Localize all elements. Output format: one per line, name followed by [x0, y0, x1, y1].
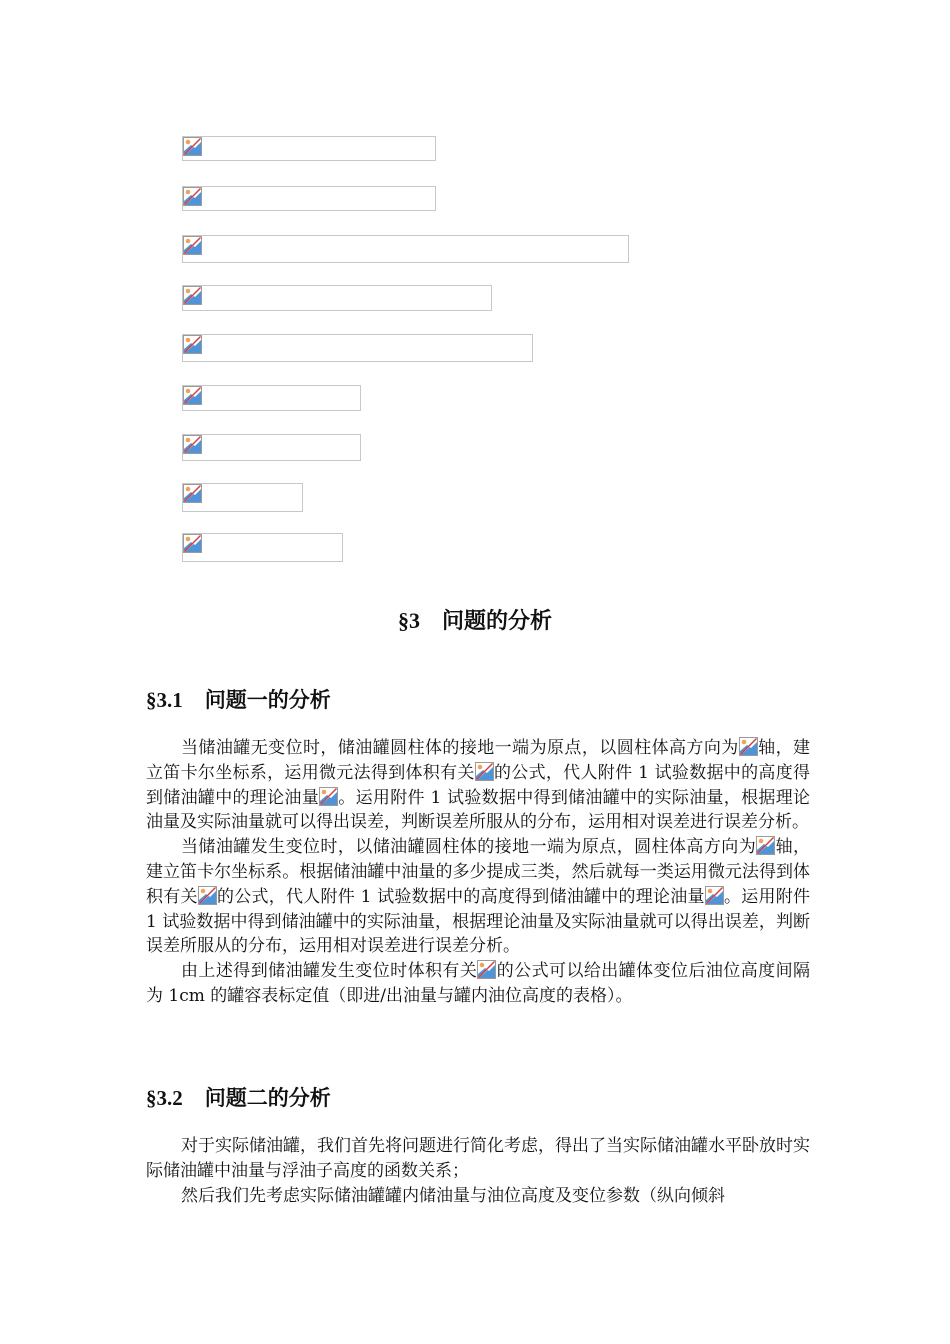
- formula-image-1: [182, 136, 436, 161]
- broken-image-icon: [475, 762, 494, 781]
- broken-image-icon: [183, 484, 202, 503]
- text-run: 。运用附件 1 试验数据中得到储油罐中的实际油量，根据理论油量及实际油量就可以得出误差，判断误差所服从的分布，运用相对误差进行误差分析。: [146, 787, 811, 833]
- formula-image-3: [182, 235, 629, 263]
- text-run: 当储油罐发生变位时，以储油罐圆柱体的接地一端为原点，圆柱体高方向为: [181, 837, 757, 858]
- broken-image-icon: [183, 435, 202, 454]
- formula-image-8: [182, 483, 303, 512]
- section-3-2-body: [146, 1134, 810, 1208]
- broken-image-icon: [183, 534, 202, 553]
- formula-image-9: [182, 533, 343, 562]
- broken-image-icon: [183, 187, 202, 206]
- paragraph: [146, 959, 810, 1009]
- section-3-1-body: [146, 736, 810, 1009]
- formula-image-6: [182, 385, 361, 411]
- paragraph: [146, 835, 810, 959]
- formula-image-5: [182, 334, 533, 362]
- broken-image-icon: [183, 137, 202, 156]
- text-run: 的公式可以给出罐体变位后油位高度间隔为 1cm 的罐容表标定值（即进/出油量与罐内油位高度的表格）。: [146, 961, 811, 1006]
- broken-image-icon: [319, 787, 338, 806]
- broken-image-icon: [739, 737, 758, 756]
- text-run: 的公式，代人附件 1 试验数据中的高度得到储油罐中的理论油量: [146, 762, 810, 808]
- section-3-heading: [0, 604, 950, 635]
- formula-image-4: [182, 285, 492, 311]
- section-3-2-heading: [146, 1082, 331, 1112]
- text-run: 的公式，代人附件 1 试验数据中的高度得到储油罐中的理论油量: [216, 886, 705, 907]
- text-run: 轴，建立笛卡尔坐标系。根据储油罐中油量的多少提成三类，然后就每一类运用微元法得到体积有关: [146, 837, 811, 907]
- section-3-title: 问题的分析: [441, 608, 552, 634]
- broken-image-icon: [183, 335, 202, 354]
- section-3-1-heading: [146, 684, 331, 714]
- broken-image-icon: [477, 960, 496, 979]
- broken-image-icon: [705, 886, 724, 905]
- formula-image-7: [182, 434, 361, 461]
- paragraph: 对于实际储油罐，我们首先将问题进行简化考虑，得出了当实际储油罐水平卧放时实际储油罐中油量与浮油子高度的函数关系；: [146, 1136, 810, 1181]
- broken-image-icon: [183, 286, 202, 305]
- paragraph: [146, 736, 810, 835]
- section-3-2-title: 问题二的分析: [204, 1085, 331, 1110]
- broken-image-icon: [183, 386, 202, 405]
- section-3-1-number: §3.1: [146, 688, 183, 712]
- text-run: 当储油罐无变位时，储油罐圆柱体的接地一端为原点，以圆柱体高方向为: [181, 738, 739, 758]
- paragraph: 然后我们先考虑实际储油罐罐内储油量与油位高度及变位参数（纵向倾斜: [181, 1185, 725, 1206]
- section-3-number: §3: [397, 608, 420, 633]
- section-3-2-number: §3.2: [146, 1086, 183, 1110]
- text-run: 。运用附件 1 试验数据中得到储油罐中的实际油量，根据理论油量及实际油量就可以得出误差，判断误差所服从的分布，运用相对误差进行误差分析。: [146, 886, 811, 957]
- broken-image-icon: [183, 236, 202, 255]
- broken-image-icon: [198, 886, 217, 905]
- broken-image-icon: [756, 836, 775, 855]
- text-run: 由上述得到储油罐发生变位时体积有关: [181, 961, 478, 982]
- section-3-1-title: 问题一的分析: [204, 687, 331, 712]
- text-run: 轴，建立笛卡尔坐标系，运用微元法得到体积有关: [146, 738, 811, 783]
- formula-image-2: [182, 186, 436, 211]
